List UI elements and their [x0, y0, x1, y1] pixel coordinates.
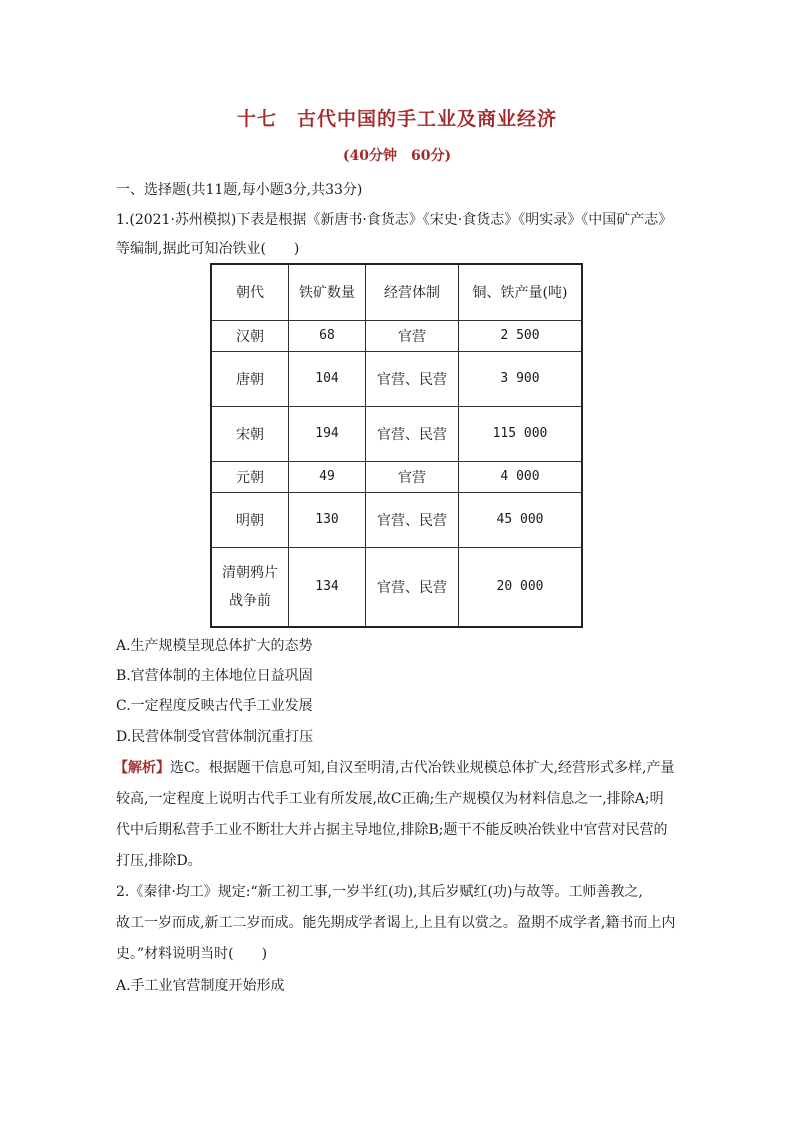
q2-option-a: A.手工业官营制度开始形成 [116, 978, 285, 994]
table-row [211, 351, 582, 406]
cell-dynasty-line2: 战争前 [229, 592, 271, 609]
cell-system: 官营、民营 [366, 492, 459, 547]
cell-system: 官营 [366, 320, 459, 351]
q1-stem-line2: 等编制,据此可知冶铁业( ) [116, 241, 300, 257]
q2-stem-line1: 2.《秦律·均工》规定:“新工初工事,一岁半红(功),其后岁赋红(功)与故等。工师善教之, [116, 884, 643, 900]
header-output: 铜、铁产量(吨) [459, 264, 583, 320]
cell-mines: 194 [289, 406, 366, 461]
q1-analysis-line3: 代中后期私营手工业不断壮大并占据主导地位,排除B;题干不能反映冶铁业中官营对民营的 [116, 822, 668, 838]
table-row [211, 320, 582, 351]
analysis-text: 选C。根据题干信息可知,自汉至明清,古代冶铁业规模总体扩大,经营形式多样,产量 [170, 760, 675, 776]
cell-mines: 134 [289, 547, 366, 627]
header-dynasty: 朝代 [211, 264, 289, 320]
iron-industry-table [210, 263, 583, 628]
cell-system: 官营、民营 [366, 406, 459, 461]
cell-system: 官营、民营 [366, 351, 459, 406]
q1-option-d: D.民营体制受官营体制沉重打压 [116, 729, 314, 745]
cell-output: 20 000 [459, 547, 583, 627]
cell-dynasty: 唐朝 [211, 351, 289, 406]
cell-output: 45 000 [459, 492, 583, 547]
q1-analysis-line4: 打压,排除D。 [116, 853, 202, 869]
cell-dynasty: 明朝 [211, 492, 289, 547]
q2-stem-line2: 故工一岁而成,新工二岁而成。能先期成学者谒上,上且有以赏之。盈期不成学者,籍书而上内 [116, 915, 676, 931]
q2-stem-line3: 史。”材料说明当时( ) [116, 946, 268, 962]
cell-dynasty: 宋朝 [211, 406, 289, 461]
q1-stem-line1: 1.(2021·苏州模拟)下表是根据《新唐书·食货志》《宋史·食货志》《明实录》《中国矿产志》 [116, 212, 673, 228]
cell-mines: 49 [289, 461, 366, 492]
cell-system: 官营、民营 [366, 547, 459, 627]
table-row [211, 406, 582, 461]
table-row [211, 461, 582, 492]
cell-dynasty: 汉朝 [211, 320, 289, 351]
cell-system: 官营 [366, 461, 459, 492]
q1-option-a: A.生产规模呈现总体扩大的态势 [116, 638, 313, 654]
analysis-tag: 【解析】 [114, 760, 170, 776]
cell-mines: 104 [289, 351, 366, 406]
time-score-note: (40分钟 60分) [342, 148, 452, 164]
q1-analysis-line1 [114, 758, 675, 778]
page-title: 十七 古代中国的手工业及商业经济 [236, 108, 557, 130]
cell-dynasty-line1: 清朝鸦片 [222, 564, 278, 581]
cell-output: 4 000 [459, 461, 583, 492]
table-header-row [211, 264, 582, 320]
table-row [211, 547, 582, 627]
cell-mines: 130 [289, 492, 366, 547]
cell-dynasty: 元朝 [211, 461, 289, 492]
section-heading: 一、选择题(共11题,每小题3分,共33分) [116, 182, 363, 198]
q1-option-c: C.一定程度反映古代手工业发展 [116, 698, 313, 714]
cell-output: 115 000 [459, 406, 583, 461]
q1-option-b: B.官营体制的主体地位日益巩固 [116, 668, 313, 684]
table-row [211, 492, 582, 547]
cell-output: 2 500 [459, 320, 583, 351]
q1-analysis-line2: 较高,一定程度上说明古代手工业有所发展,故C正确;生产规模仅为材料信息之一,排除A;明 [116, 791, 664, 807]
cell-dynasty [211, 547, 289, 627]
cell-mines: 68 [289, 320, 366, 351]
cell-output: 3 900 [459, 351, 583, 406]
header-system: 经营体制 [366, 264, 459, 320]
header-mines: 铁矿数量 [289, 264, 366, 320]
